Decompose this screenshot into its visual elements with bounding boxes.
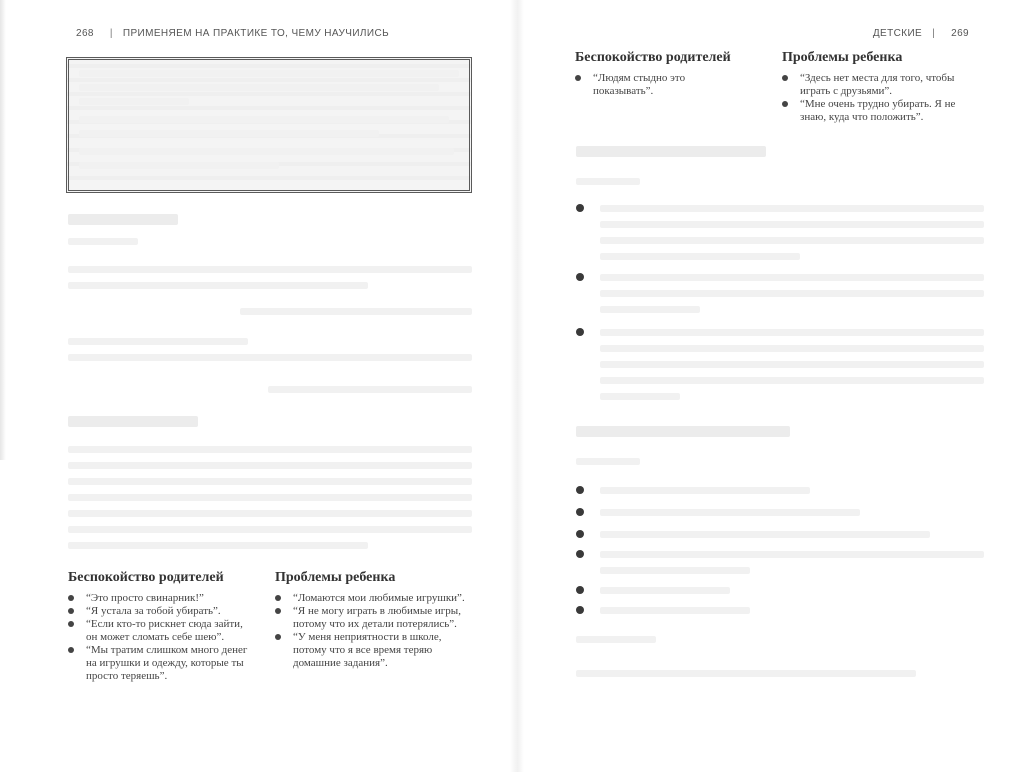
faded-text-line <box>79 162 279 169</box>
list-item: “Это просто свинарник!” <box>66 592 256 605</box>
faded-text-line <box>600 329 984 336</box>
faded-text-line <box>68 494 472 501</box>
list-item: “Я не могу играть в любимые игры, потому что их детали потерялись”. <box>273 605 473 631</box>
faded-text-line <box>576 458 640 465</box>
faded-heading <box>576 146 766 157</box>
parent-worries-title-right: Беспокойство родителей <box>575 50 731 65</box>
parent-worries-list-left <box>66 592 256 683</box>
faded-text-line <box>68 478 472 485</box>
faded-text-line <box>600 487 810 494</box>
bullet <box>576 273 584 281</box>
bullet <box>576 586 584 594</box>
faded-text-line <box>600 607 750 614</box>
faded-text-line <box>68 354 472 361</box>
faded-heading <box>576 426 790 437</box>
faded-text-line <box>600 290 984 297</box>
header-separator: | <box>109 28 113 39</box>
left-running-head <box>70 28 389 39</box>
faded-text-line <box>600 567 750 574</box>
faded-text-line <box>79 130 379 137</box>
right-page <box>516 0 1033 772</box>
faded-text-line <box>79 70 459 77</box>
boxed-sidebar <box>66 57 472 193</box>
faded-text-line <box>79 116 449 123</box>
faded-text-line <box>600 393 680 400</box>
faded-text-line <box>576 670 916 677</box>
list-item: “Я устала за тобой убирать”. <box>66 605 256 618</box>
faded-text-line <box>68 526 472 533</box>
bullet <box>576 328 584 336</box>
bullet <box>576 550 584 558</box>
faded-text-line <box>600 587 730 594</box>
faded-text-line <box>600 205 984 212</box>
bullet <box>576 204 584 212</box>
child-problems-list-left <box>273 592 473 670</box>
faded-text-line <box>79 98 189 105</box>
list-item: “Мне очень трудно убирать. Я не знаю, куда что положить”. <box>780 98 980 124</box>
faded-text-line <box>68 462 472 469</box>
list-item: “Если кто-то рискнет сюда зайти, он может сломать себе шею”. <box>66 618 256 644</box>
child-problems-title-left: Проблемы ребенка <box>275 570 396 585</box>
faded-text-line <box>68 266 472 273</box>
faded-text-line <box>68 542 368 549</box>
faded-text-line <box>600 306 700 313</box>
faded-text-line <box>68 338 248 345</box>
faded-text-line <box>68 238 138 245</box>
page-number-left: 268 <box>76 28 94 39</box>
faded-text-line <box>68 282 368 289</box>
faded-text-line <box>240 308 472 315</box>
header-separator: | <box>932 28 936 39</box>
right-running-head <box>873 28 975 39</box>
faded-text-line <box>68 446 472 453</box>
faded-text-line <box>600 377 984 384</box>
faded-text-line <box>576 636 656 643</box>
faded-text-line <box>600 221 984 228</box>
left-page <box>0 0 516 772</box>
faded-text-line <box>600 253 800 260</box>
list-item: “Ломаются мои любимые игрушки”. <box>273 592 473 605</box>
faded-text-line <box>600 531 930 538</box>
faded-heading <box>68 416 198 427</box>
faded-text-line <box>268 386 472 393</box>
bullet <box>576 486 584 494</box>
page-number-right: 269 <box>951 28 969 39</box>
bullet <box>576 530 584 538</box>
bullet <box>576 606 584 614</box>
list-item: “Мы тратим слишком много денег на игрушки и одежду, которые ты просто теряешь”. <box>66 644 256 683</box>
list-item: “Людям стыдно это показывать”. <box>573 72 743 98</box>
faded-text-line <box>600 361 984 368</box>
faded-heading <box>68 214 178 225</box>
section-title-header: ДЕТСКИЕ <box>872 28 923 39</box>
faded-text-line <box>68 510 472 517</box>
parent-worries-title-left: Беспокойство родителей <box>68 570 224 585</box>
faded-text-line <box>600 274 984 281</box>
faded-text-line <box>79 148 454 155</box>
parent-worries-list-right <box>573 72 743 98</box>
chapter-title: ПРИМЕНЯЕМ НА ПРАКТИКЕ ТО, ЧЕМУ НАУЧИЛИСЬ <box>122 28 390 39</box>
faded-text-line <box>576 178 640 185</box>
faded-text-line <box>600 237 984 244</box>
faded-text-line <box>600 509 860 516</box>
faded-text-line <box>600 551 984 558</box>
list-item: “У меня неприятности в школе, потому что я все время теряю домашние задания”. <box>273 631 473 670</box>
faded-text-line <box>79 84 439 91</box>
list-item: “Здесь нет места для того, чтобы играть с друзьями”. <box>780 72 980 98</box>
child-problems-list-right <box>780 72 980 124</box>
faded-text-line <box>600 345 984 352</box>
child-problems-title-right: Проблемы ребенка <box>782 50 903 65</box>
bullet <box>576 508 584 516</box>
